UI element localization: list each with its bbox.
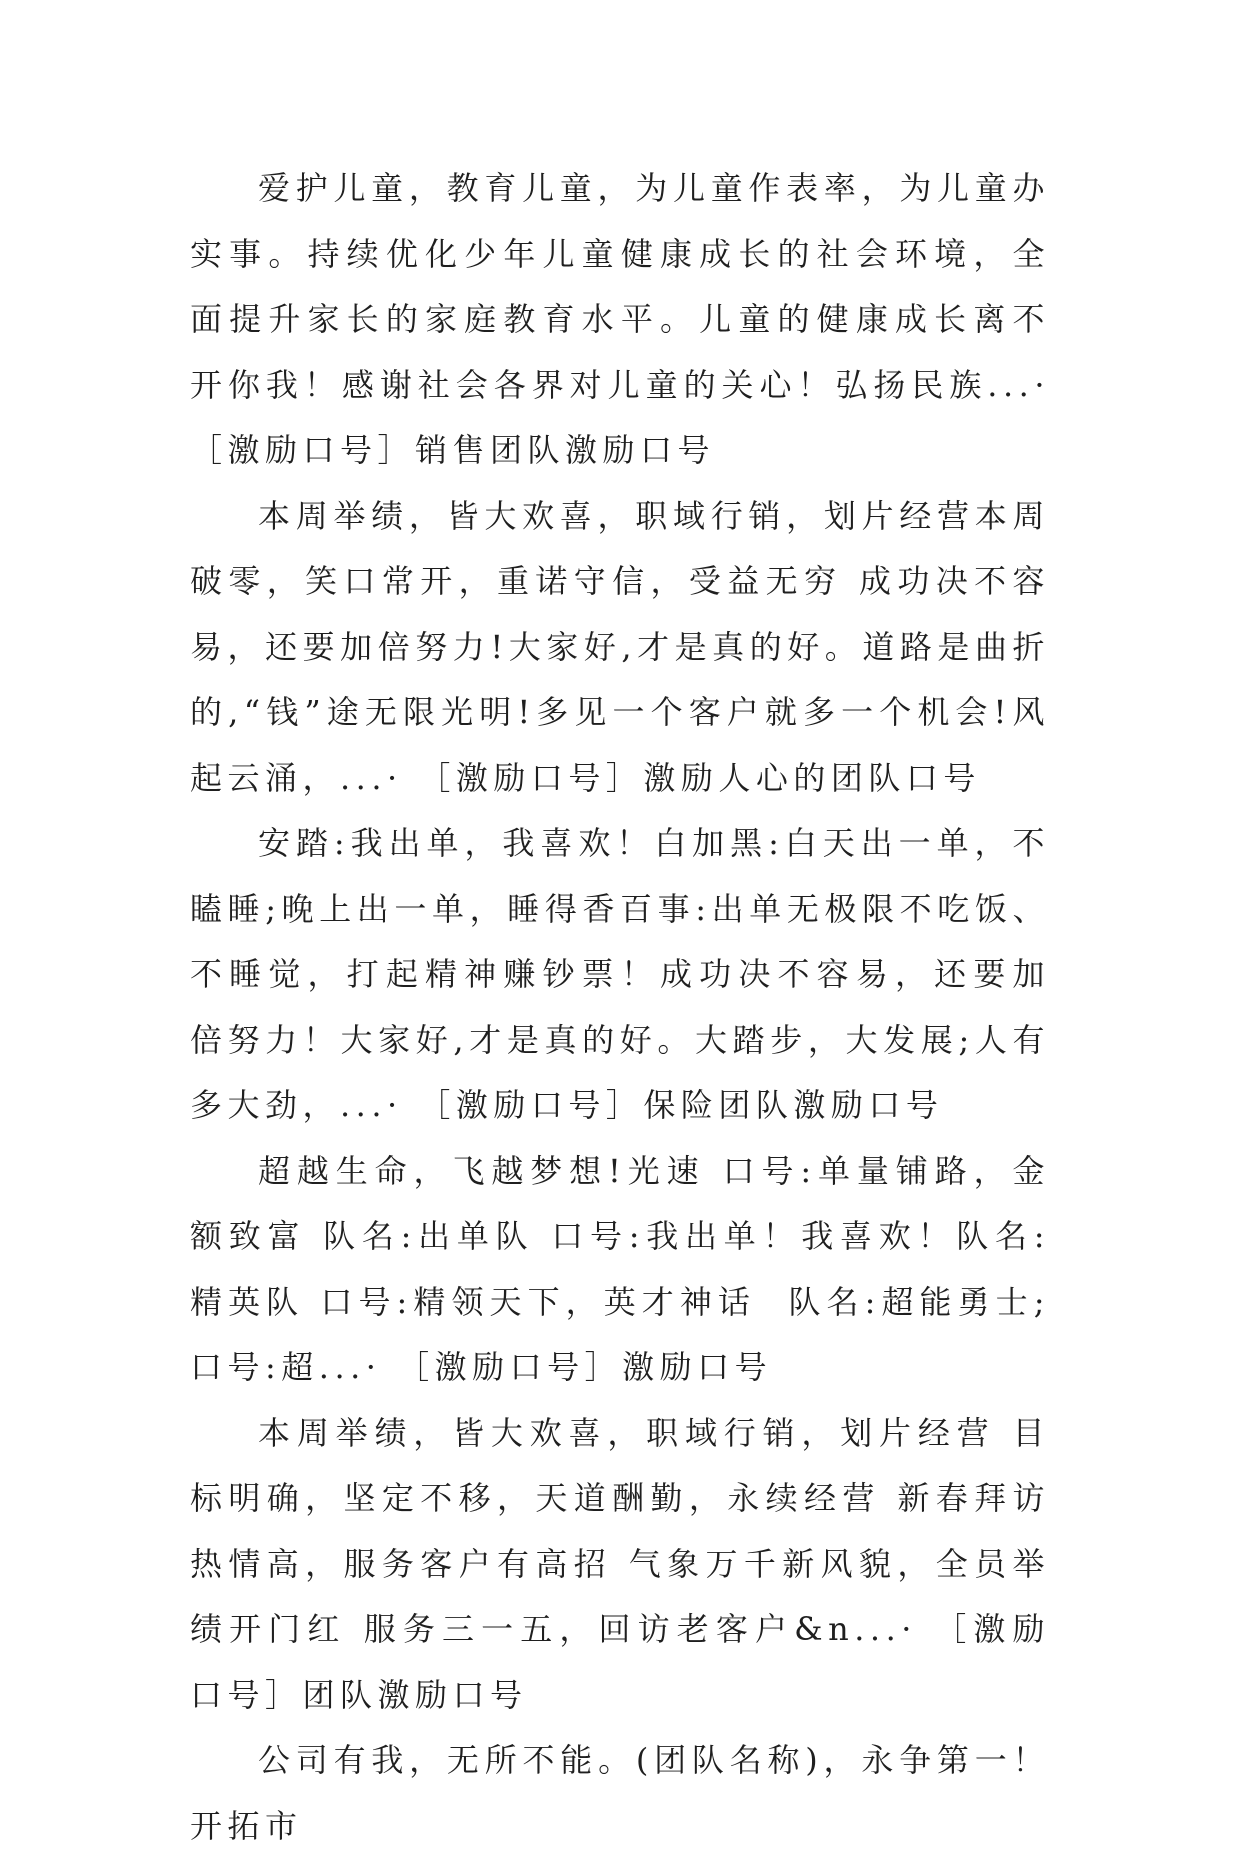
paragraph-team-slogan: 公司有我，无所不能。(团队名称)，永争第一！开拓市	[190, 1741, 1050, 1845]
paragraph-children-slogan: 爱护儿童，教育儿童，为儿童作表率，为儿童办实事。持续优化少年儿童健康成长的社会环境，全面提升家长的家庭教育水平。儿童的健康成长离不开你我！感谢社会各界对儿童的关心！弘扬民族...· ［激励口号］销售团队激励口号	[190, 169, 1066, 469]
paragraph-sales-team-slogan: 本周举绩，皆大欢喜，职域行销，划片经营本周破零，笑口常开，重诺守信，受益无穷 成功决不容易，还要加倍努力!大家好,才是真的好。道路是曲折的,“钱”途无限光明!多见一个客户就多一个机会!风起云涌，...· ［激励口号］激励人心的团队口号	[190, 496, 1050, 797]
paragraph-inspiring-team-slogan: 安踏:我出单，我喜欢！白加黑:白天出一单，不瞌睡;晚上出一单，睡得香百事:出单无极限不吃饭、不睡觉，打起精神赚钞票！成功决不容易，还要加倍努力！大家好,才是真的好。大踏步，大发展;人有多大劲，...· ［激励口号］保险团队激励口号	[190, 824, 1050, 1124]
paragraph-incentive-slogan: 本周举绩，皆大欢喜，职域行销，划片经营 目标明确，坚定不移，天道酬勤，永续经营 新春拜访热情高，服务客户有高招 气象万千新风貌，全员举绩开门红 服务三一五，回访老客户&n...· ［激励口号］团队激励口号	[190, 1413, 1050, 1714]
document-body	[190, 156, 1066, 1859]
paragraph-insurance-team-slogan: 超越生命，飞越梦想!光速 口号:单量铺路，金额致富 队名:出单队 口号:我出单！我喜欢！队名:精英队 口号:精领天下，英才神话 队名:超能勇士; 口号:超...· ［激励口号］激励口号	[190, 1151, 1066, 1386]
